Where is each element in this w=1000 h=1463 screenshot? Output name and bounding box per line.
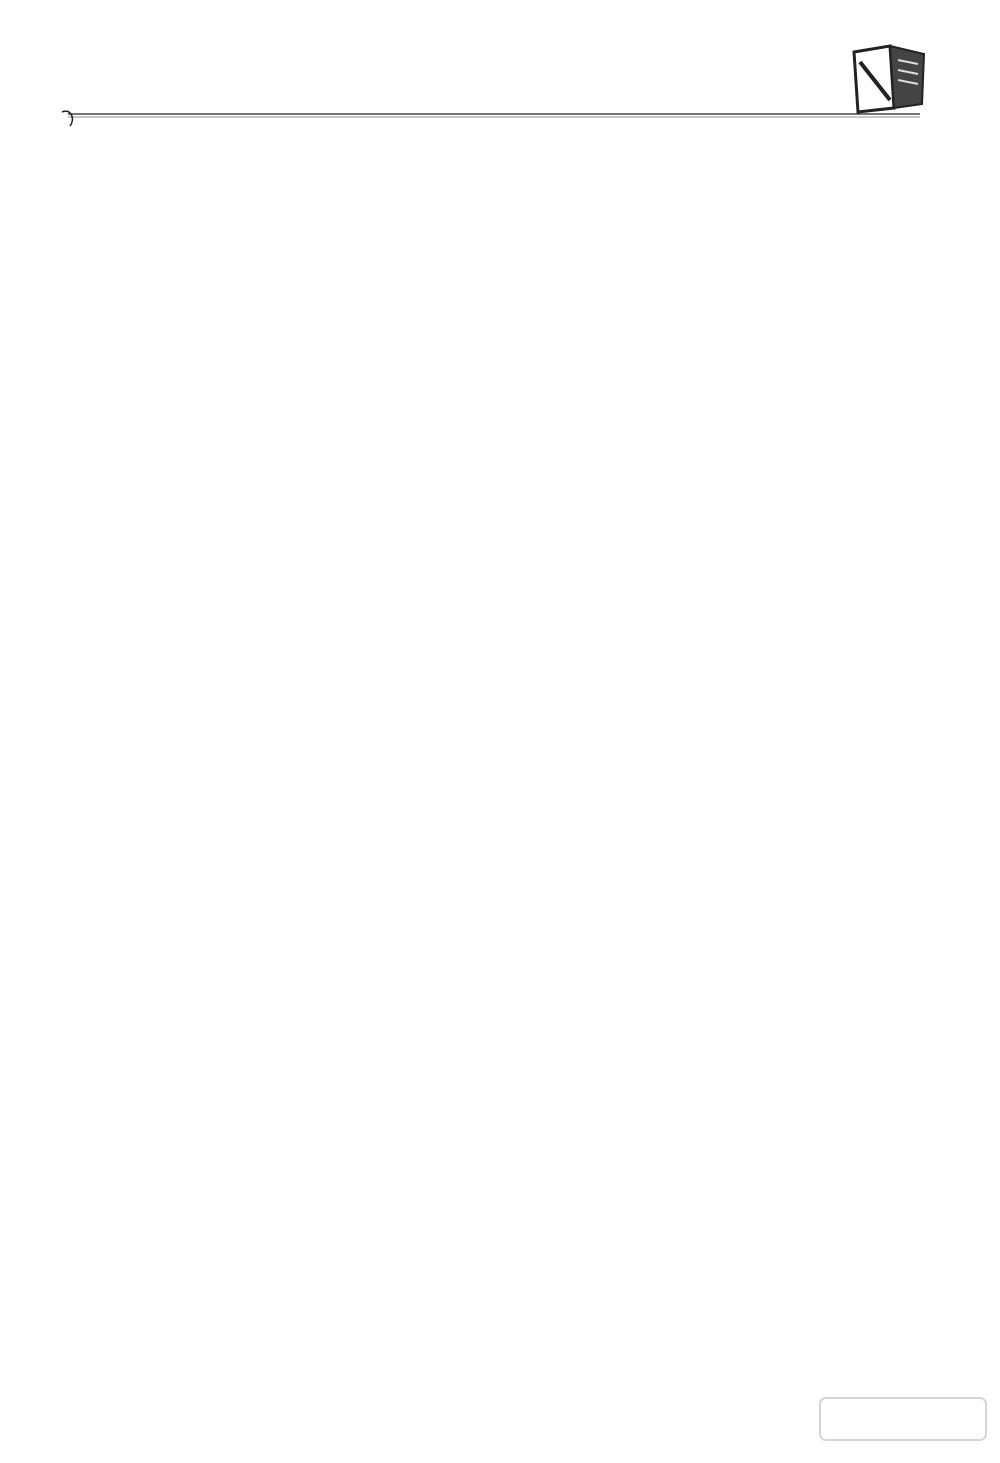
- answer-content: [84, 140, 914, 172]
- watermark-logo: [818, 1396, 988, 1458]
- book-icon: [850, 42, 928, 114]
- page-header: [0, 0, 1000, 140]
- header-rule: [60, 108, 920, 128]
